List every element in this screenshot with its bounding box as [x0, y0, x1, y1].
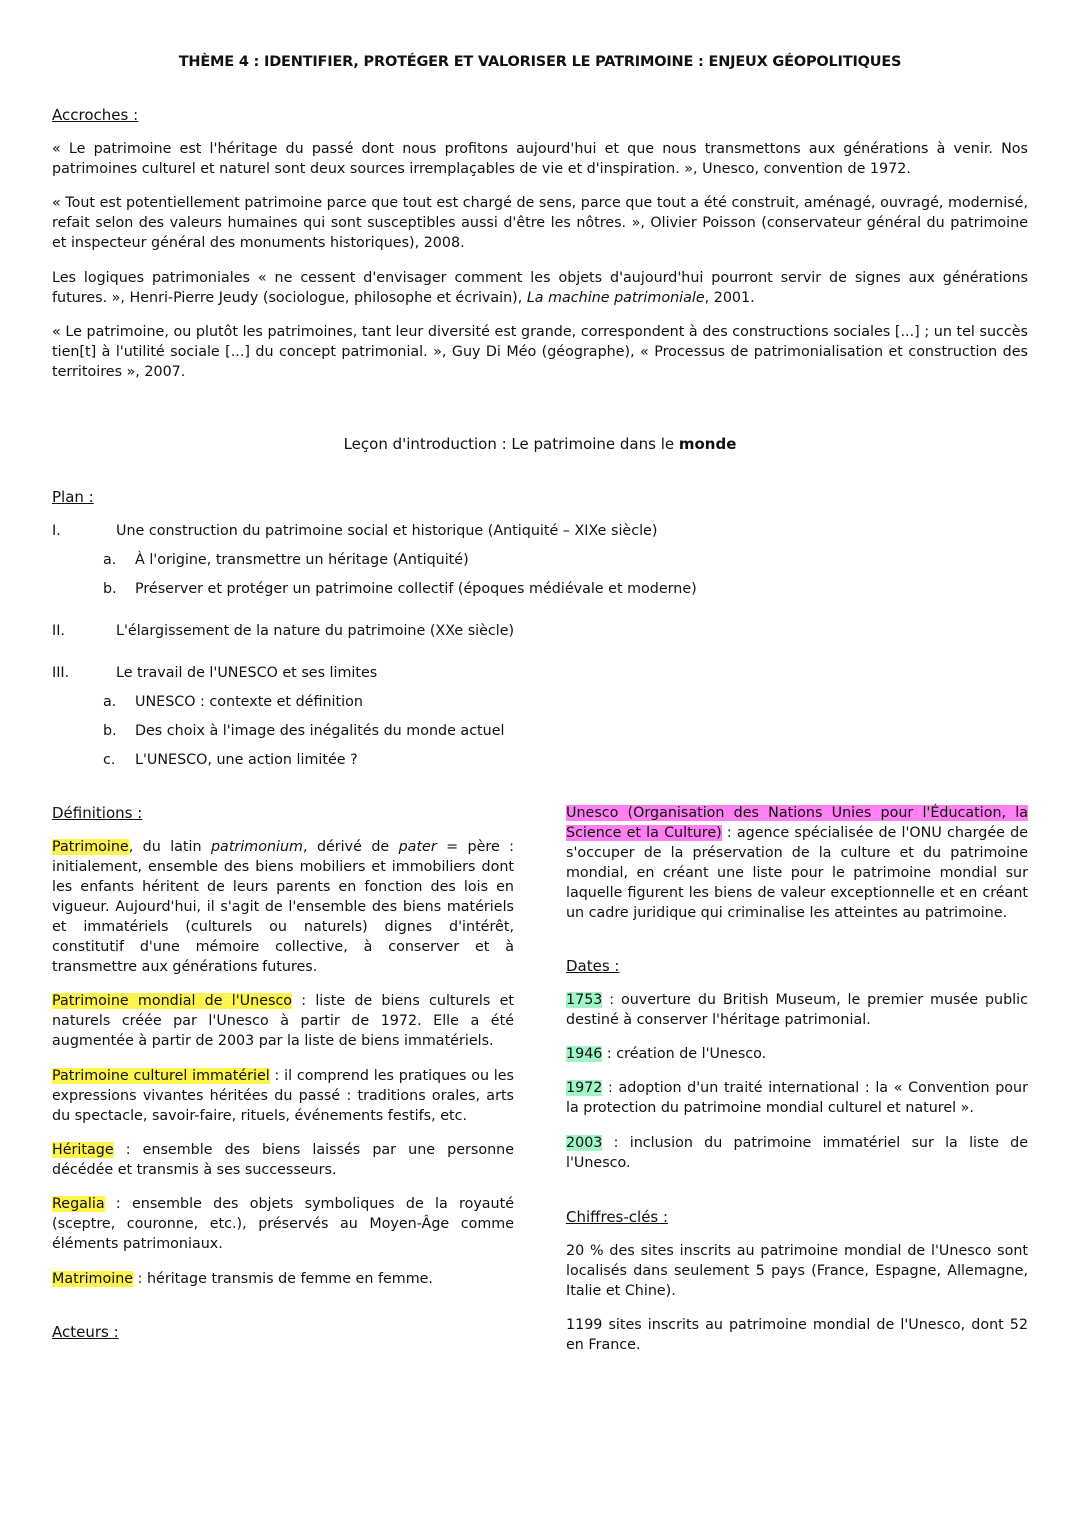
date-year: 1753 [566, 992, 603, 1008]
definition-term: Patrimoine culturel immatériel [52, 1068, 270, 1084]
plan-item: L'élargissement de la nature du patrimoine (XXe siècle) [116, 623, 515, 639]
lesson-title: Leçon d'introduction : Le patrimoine dans le monde [343, 435, 737, 453]
definition-patrimoine: Patrimoine, du latin patrimonium, dérivé de pater = père : initialement, ensemble des biens mobiliers et immobiliers dont les enfants héritent de leurs parents en fonction des lois en vigueur. Aujourd'hui, il s'agit de l'ensemble des biens matériels et immatériels (culturels ou naturels) dignes d'intérêt, constitutif d'une mémoire collective, à conserver et à transmettre aux générations futures. [52, 839, 514, 975]
date-year: 1946 [566, 1046, 603, 1062]
definition-patrimoine-mondial: Patrimoine mondial de l'Unesco : liste de biens culturels et naturels créée par l'Unesco à partir de 1972. Elle a été augmentée à partir de 2003 par la liste de biens immatériels. [52, 993, 514, 1049]
plan-subitem: À l'origine, transmettre un héritage (Antiquité) [135, 552, 469, 568]
plan-subitem-letter: a. [103, 694, 117, 710]
plan-subitem: L'UNESCO, une action limitée ? [135, 752, 358, 768]
plan-subitem: Préserver et protéger un patrimoine collectif (époques médiévale et moderne) [135, 581, 697, 597]
chiffre-item: 20 % des sites inscrits au patrimoine mondial de l'Unesco sont localisés dans seulement 5 pays (France, Espagne, Allemagne, Italie et Chine). [566, 1243, 1028, 1299]
plan-subitem-letter: b. [103, 723, 117, 739]
definition-term: Regalia [52, 1196, 105, 1212]
accroches-heading: Accroches : [52, 106, 139, 124]
date-item: 1946 : création de l'Unesco. [566, 1046, 767, 1062]
date-year: 2003 [566, 1135, 603, 1151]
definition-unesco: Unesco (Organisation des Nations Unies pour l'Éducation, la Science et la Culture) : agence spécialisée de l'ONU chargée de s'occuper de la préservation de la culture et du patrimoine mondial, en créant une liste pour le patrimoine mondial sur laquelle figurent les biens de valeur exceptionnelle et en créant un cadre juridique qui criminalise les atteintes au patrimoine. [566, 805, 1028, 921]
plan-subitem-letter: b. [103, 581, 117, 597]
quote-jeudy: Les logiques patrimoniales « ne cessent d'envisager comment les objets d'aujourd'hui pourront servir de signes aux générations futures. », Henri-Pierre Jeudy (sociologue, philosophe et écrivain), La machine patrimoniale, 2001. [52, 270, 1028, 306]
dates-heading: Dates : [566, 957, 620, 975]
date-item: 1753 : ouverture du British Museum, le premier musée public destiné à conserver l'héritage patrimonial. [566, 992, 1028, 1028]
definition-term: Patrimoine [52, 839, 129, 855]
plan-item-number: II. [52, 623, 65, 639]
definition-term: Héritage [52, 1142, 114, 1158]
plan-subitem: UNESCO : contexte et définition [135, 694, 363, 710]
chiffre-item: 1199 sites inscrits au patrimoine mondial de l'Unesco, dont 52 en France. [566, 1317, 1028, 1353]
chiffres-heading: Chiffres-clés : [566, 1208, 669, 1226]
plan-item-number: I. [52, 523, 61, 539]
plan-subitem-letter: a. [103, 552, 117, 568]
definition-term: Patrimoine mondial de l'Unesco [52, 993, 293, 1009]
plan-subitem-letter: c. [103, 752, 116, 768]
plan-subitem: Des choix à l'image des inégalités du monde actuel [135, 723, 505, 739]
date-year: 1972 [566, 1080, 603, 1096]
date-item: 2003 : inclusion du patrimoine immatériel sur la liste de l'Unesco. [566, 1135, 1028, 1171]
page-title: THÈME 4 : IDENTIFIER, PROTÉGER ET VALORISER LE PATRIMOINE : ENJEUX GÉOPOLITIQUES [178, 54, 902, 70]
quote-di-meo: « Le patrimoine, ou plutôt les patrimoines, tant leur diversité est grande, correspondent à des constructions sociales [...] ; un tel succès tien[t] à l'utilité sociale [...] du concept patrimonial. », Guy Di Méo (géographe), « Processus de patrimonialisation et construction des territoires », 2007. [52, 324, 1028, 380]
definition-matrimoine: Matrimoine : héritage transmis de femme en femme. [52, 1271, 433, 1287]
unesco-term: Unesco (Organisation des Nations Unies pour l'Éducation, la Science et la Culture) [566, 805, 1028, 841]
date-item: 1972 : adoption d'un traité international : la « Convention pour la protection du patrimoine mondial culturel et naturel ». [566, 1080, 1028, 1116]
definition-term: Matrimoine [52, 1271, 134, 1287]
quote-poisson: « Tout est potentiellement patrimoine parce que tout est chargé de sens, parce que tout a été construit, aménagé, ouvragé, modernisé, refait selon des valeurs humaines qui sont susceptibles aussi d'être les nôtres. », Olivier Poisson (conservateur général du patrimoine et inspecteur général des monuments historiques), 2008. [52, 195, 1028, 251]
plan-item-number: III. [52, 665, 70, 681]
acteurs-heading: Acteurs : [52, 1323, 119, 1341]
quote-unesco: « Le patrimoine est l'héritage du passé dont nous profitons aujourd'hui et que nous transmettons aux générations à venir. Nos patrimoines culturel et naturel sont deux sources irremplaçables de vie et d'inspiration. », Unesco, convention de 1972. [52, 141, 1028, 177]
definitions-heading: Définitions : [52, 804, 143, 822]
plan-item: Une construction du patrimoine social et historique (Antiquité – XIXe siècle) [116, 523, 658, 539]
definition-pci: Patrimoine culturel immatériel : il comprend les pratiques ou les expressions vivantes héritées du passé : traditions orales, arts du spectacle, savoir-faire, rituels, événements festifs, etc. [52, 1068, 514, 1124]
plan-heading: Plan : [52, 488, 94, 506]
plan-item: Le travail de l'UNESCO et ses limites [116, 665, 378, 681]
definition-regalia: Regalia : ensemble des objets symboliques de la royauté (sceptre, couronne, etc.), préservés au Moyen-Âge comme éléments patrimoniaux. [52, 1196, 514, 1252]
definition-heritage: Héritage : ensemble des biens laissés par une personne décédée et transmis à ses successeurs. [52, 1142, 514, 1178]
